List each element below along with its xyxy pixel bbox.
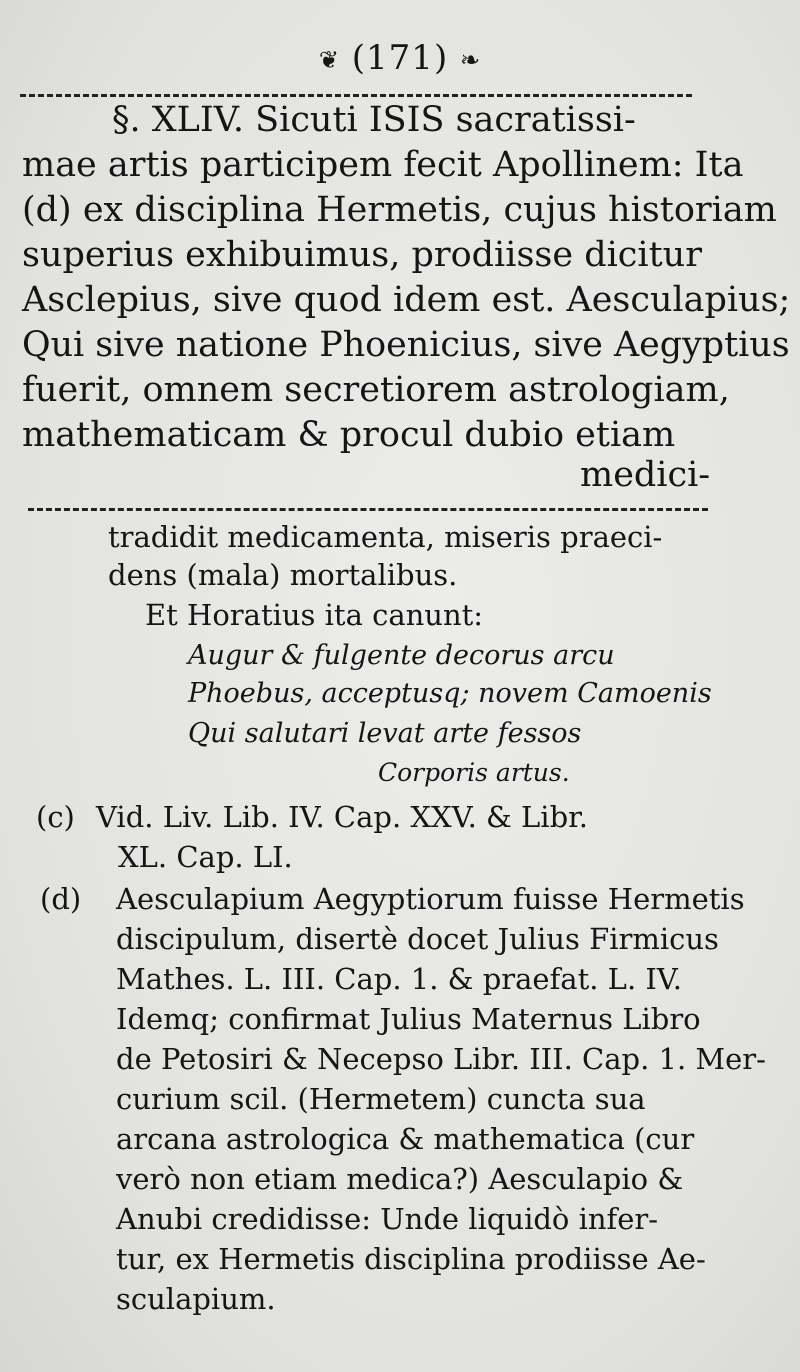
- main-line: §. XLIV. Sicuti ISIS sacratissi-: [112, 100, 636, 140]
- footnote-line: verò non etiam medica?) Aesculapio &: [116, 1162, 684, 1196]
- verse-line: Qui salutari levat arte fessos: [188, 718, 582, 749]
- footnote-line: XL. Cap. LI.: [118, 840, 293, 874]
- footnote-line: de Petosiri & Necepso Libr. III. Cap. 1. Mer-: [116, 1042, 766, 1076]
- page-number: (171): [351, 38, 449, 78]
- footnote-line: tur, ex Hermetis disciplina prodiisse Ae-: [116, 1242, 706, 1276]
- continuation-line: dens (mala) mortalibus.: [108, 558, 458, 592]
- footnote-line: arcana astrologica & mathematica (cur: [116, 1122, 695, 1156]
- continuation-line: Et Horatius ita canunt:: [145, 598, 484, 632]
- main-line: mae artis participem fecit Apollinem: Ita: [22, 145, 744, 185]
- footnote-line: discipulum, disertè docet Julius Firmicus: [116, 922, 719, 956]
- verse-line: Phoebus, acceptusq; novem Camoenis: [188, 678, 712, 709]
- footnote-line: Mathes. L. III. Cap. 1. & praefat. L. IV.: [116, 962, 682, 996]
- footnote-line: Idemq; confirmat Julius Maternus Libro: [116, 1002, 701, 1036]
- footnote-line: curium scil. (Hermetem) cuncta sua: [116, 1082, 646, 1116]
- footnote-line: Aesculapium Aegyptiorum fuisse Hermetis: [116, 882, 745, 916]
- ornament-left-icon: ❦: [318, 46, 340, 74]
- main-line: Qui sive natione Phoenicius, sive Aegyptius: [22, 325, 790, 365]
- footnote-line: Vid. Liv. Lib. IV. Cap. XXV. & Libr.: [96, 800, 589, 834]
- footnote-line: Anubi credidisse: Unde liquidò infer-: [116, 1202, 659, 1236]
- verse-line: Corporis artus.: [378, 758, 570, 787]
- main-line: superius exhibuimus, prodiisse dicitur: [22, 235, 702, 275]
- ornament-right-icon: ❧: [460, 46, 482, 74]
- footnote-label: (c): [36, 800, 75, 834]
- main-line: (d) ex disciplina Hermetis, cujus historiam: [22, 190, 777, 230]
- header-rule: [20, 94, 692, 97]
- verse-line: Augur & fulgente decorus arcu: [188, 640, 615, 671]
- catchword: medici-: [580, 455, 711, 495]
- main-line: fuerit, omnem secretiorem astrologiam,: [22, 370, 730, 410]
- main-line: mathematicam & procul dubio etiam: [22, 415, 676, 455]
- section-rule: [28, 508, 708, 511]
- footnote-line: sculapium.: [116, 1282, 276, 1316]
- page-header: [0, 38, 800, 78]
- footnote-label: (d): [40, 882, 82, 916]
- continuation-line: tradidit medicamenta, miseris praeci-: [108, 520, 663, 554]
- main-line: Asclepius, sive quod idem est. Aesculapius;: [22, 280, 791, 320]
